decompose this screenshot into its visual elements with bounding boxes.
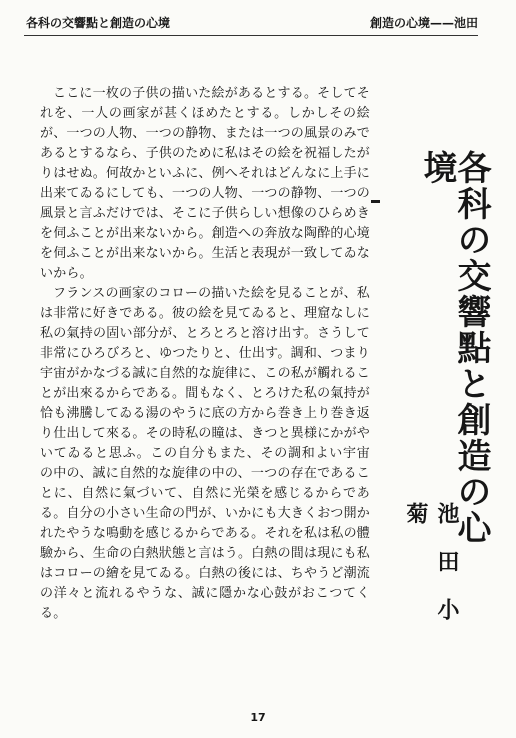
title-dash	[371, 200, 380, 203]
paragraph-2: フランスの画家のコローの描いた絵を見ることが、私は非常に好きである。彼の絵を見てゐると、理窟なしに私の氣持の固い部分が、とろとろと溶け出す。さうして非常にひろびろと、ゆつたりと、仕出す。調和、つまり宇宙がかなづる誠に自然的な旋律に、この私が觸れることが出來るからである。間もなく、とろけた私の氣持が恰も沸騰してゐる湯のやうに底の方から巻き上り巻き返り仕出して來る。その時私の瞳は、きつと異様にかがやいてゐると思ふ。この自分もまた、その調和よい宇宙の中の、誠に自然的な旋律の中の、一つの存在であることに、自然に氣づいて、自然に光榮を感じるからである。自分の小さい生命の門が、いかにも大きくおつ開かれたやうな鳴動を感じるからである。それを私は私の體驗から、生命の白熱狀態と言はう。白熱の間は現にも私はコローの繪を見てゐる。白熱の後には、ちやうど潮流の洋々と流れるやうな、誠に隱かな心鼓がおこつてくる。	[40, 286, 370, 621]
article-body	[40, 84, 370, 716]
article-author: 池田小菊	[403, 502, 459, 646]
paragraph-1: ここに一枚の子供の描いた絵があるとする。そしてそれを、一人の画家が甚くほめたとする。しかしその絵が、一つの人物、一つの静物、または一つの風景のみであるとするなら、子供のために私はその絵を祝福したがりはせぬ。何故かといふに、例へそれはどんなに上手に出来てゐるにしても、一つの人物、一つの静物、一つの風景と言ふだけでは、そこに子供らしい想像のひらめきを伺ふことが出来ないから。創造への奔放な陶酔的心境を伺ふことが出来ないから。生活と表現が一致してゐないから。	[40, 86, 370, 281]
header-rule	[24, 35, 478, 36]
running-header	[26, 12, 478, 32]
page-number: 17	[250, 711, 266, 724]
running-header-left: 各科の交響點と創造の心境	[26, 15, 171, 30]
article-title: 各科の交響點と創造の心境	[417, 150, 491, 546]
running-header-right: 創造の心境——池田	[369, 15, 478, 30]
